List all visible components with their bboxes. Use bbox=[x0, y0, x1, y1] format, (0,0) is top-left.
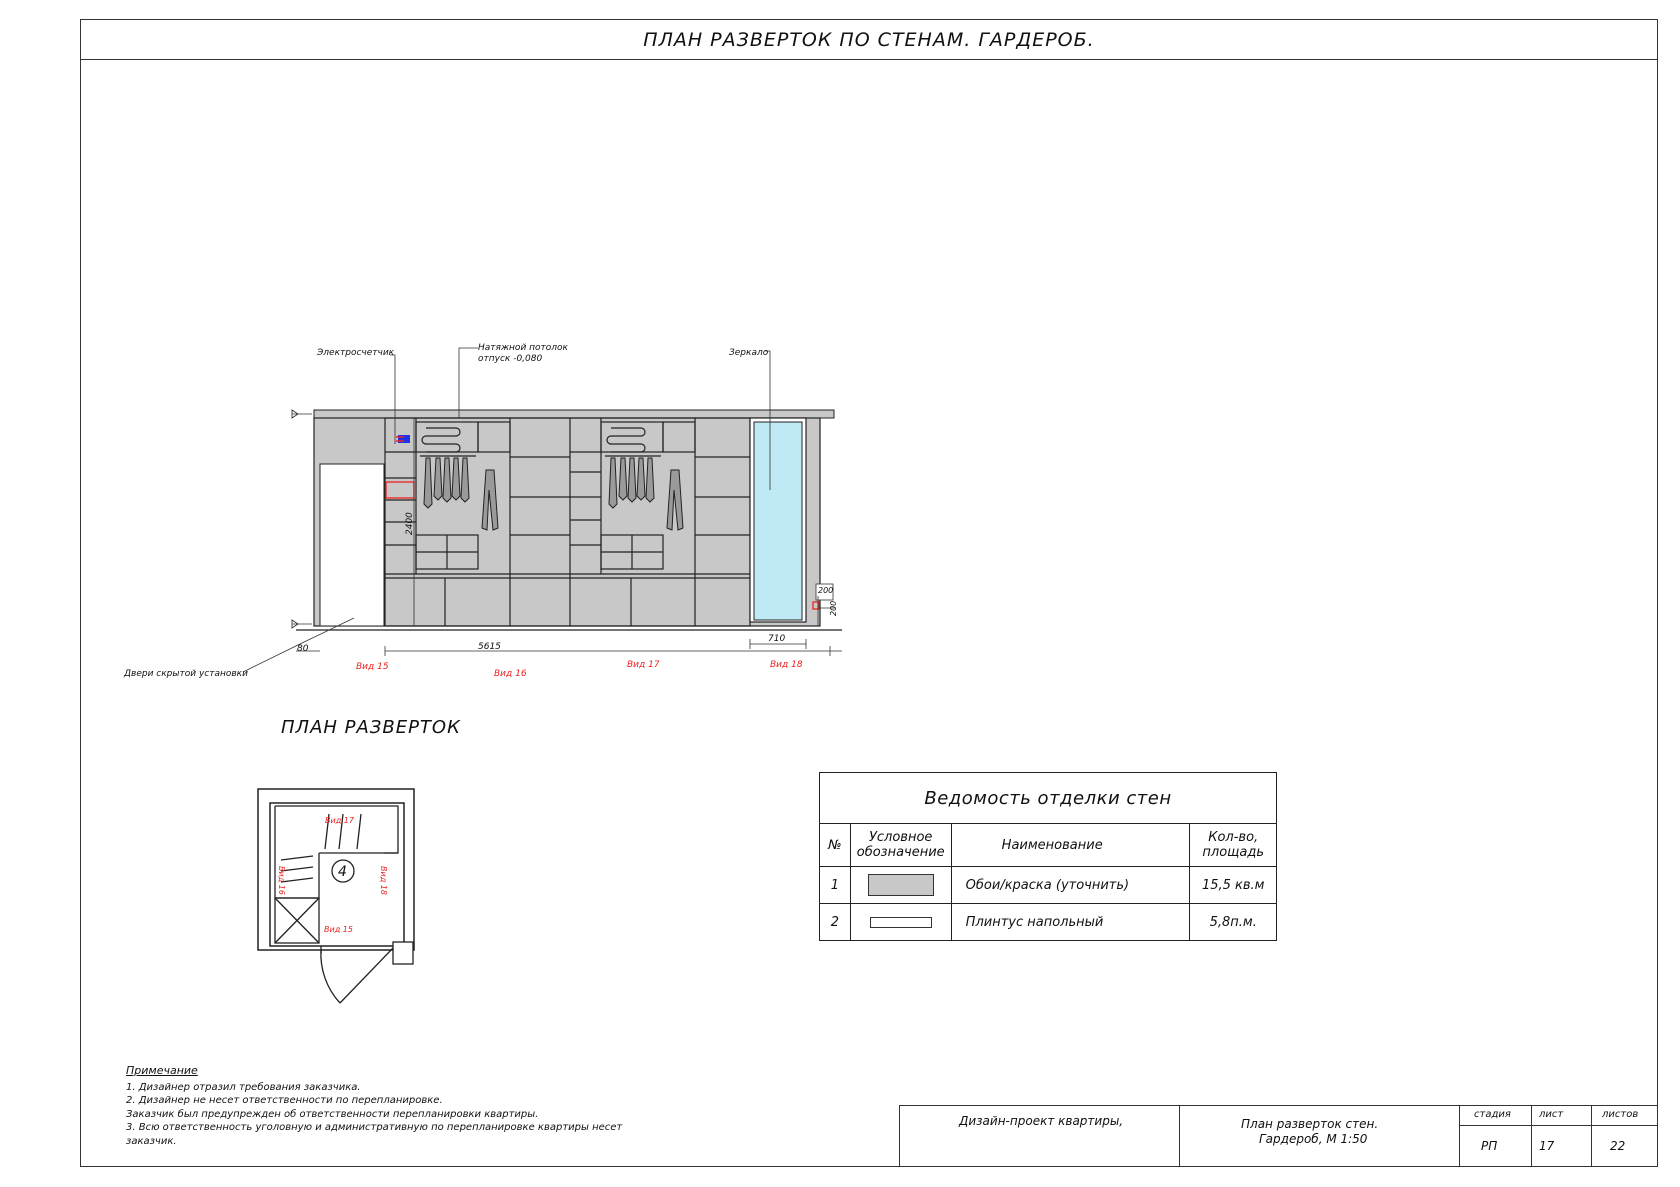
plan-view-17: Вид 17 bbox=[325, 816, 354, 825]
table-row bbox=[820, 904, 1277, 941]
note-line: 3. Всю ответственность уголовную и административную по перепланировке квартиры несет bbox=[126, 1122, 623, 1133]
dim-2400: 2400 bbox=[405, 512, 415, 535]
sheet-name-1: План разверток стен. bbox=[1241, 1117, 1379, 1131]
sheet-label: лист bbox=[1539, 1109, 1564, 1120]
notes-block bbox=[126, 1064, 622, 1148]
dim-200a: 200 bbox=[818, 586, 834, 595]
plan-title: ПЛАН РАЗВЕРТОК bbox=[281, 717, 461, 738]
view-18-label: Вид 18 bbox=[770, 660, 803, 670]
wallpaper-swatch bbox=[868, 874, 934, 896]
col-qty: Кол-во, площадь bbox=[1190, 824, 1277, 867]
wall-finish-table bbox=[819, 772, 1277, 941]
plan-view-15: Вид 15 bbox=[324, 925, 353, 934]
meter-label: Электросчетчик bbox=[317, 348, 395, 358]
notes-heading: Примечание bbox=[126, 1064, 198, 1077]
sheets-label: листов bbox=[1602, 1109, 1639, 1120]
row-number: 2 bbox=[820, 904, 851, 941]
hidden-door-label: Двери скрытой установки bbox=[124, 669, 248, 679]
table-row bbox=[820, 867, 1277, 904]
col-symbol: Условное обозначение bbox=[850, 824, 951, 867]
sheet-title: ПЛАН РАЗВЕРТОК ПО СТЕНАМ. ГАРДЕРОБ. bbox=[643, 29, 1095, 51]
col-name: Наименование bbox=[951, 824, 1190, 867]
dim-710: 710 bbox=[768, 634, 786, 644]
note-line: заказчик. bbox=[126, 1135, 177, 1147]
sheets-value: 22 bbox=[1610, 1139, 1626, 1153]
view-16-label: Вид 16 bbox=[494, 669, 527, 679]
mirror-label: Зеркало bbox=[729, 348, 769, 358]
stage-value: РП bbox=[1481, 1139, 1498, 1153]
swatch-cell bbox=[850, 867, 951, 904]
row-name: Обои/краска (уточнить) bbox=[951, 867, 1190, 904]
row-number: 1 bbox=[820, 867, 851, 904]
row-qty: 5,8п.м. bbox=[1190, 904, 1277, 941]
note-line: 2. Дизайнер не несет ответственности по перепланировке. bbox=[126, 1095, 443, 1106]
baseboard-swatch bbox=[870, 917, 932, 928]
ceiling-label-1: Натяжной потолок bbox=[478, 343, 568, 353]
plan-view-18: Вид 18 bbox=[379, 866, 388, 895]
ceiling-label-2: отпуск -0,080 bbox=[478, 354, 543, 364]
view-15-label: Вид 15 bbox=[356, 662, 389, 672]
col-number: № bbox=[820, 824, 851, 867]
note-line: 1. Дизайнер отразил требования заказчика. bbox=[126, 1081, 361, 1093]
dim-5615: 5615 bbox=[478, 642, 501, 652]
stage-label: стадия bbox=[1474, 1109, 1511, 1120]
swatch-cell bbox=[850, 904, 951, 941]
dim-200b: 200 bbox=[829, 600, 838, 616]
sheet-value: 17 bbox=[1539, 1139, 1555, 1153]
view-17-label: Вид 17 bbox=[627, 660, 660, 670]
finish-table-title: Ведомость отделки стен bbox=[820, 773, 1277, 824]
plan-view-16: Вид 16 bbox=[277, 866, 286, 895]
note-line: Заказчик был предупрежден об ответственности перепланировки квартиры. bbox=[126, 1108, 539, 1120]
title-block bbox=[899, 1105, 1657, 1167]
dim-80: 80 bbox=[297, 644, 309, 654]
row-qty: 15,5 кв.м bbox=[1190, 867, 1277, 904]
room-number: 4 bbox=[338, 864, 347, 880]
sheet-name-2: Гардероб, М 1:50 bbox=[1259, 1132, 1368, 1146]
project-name: Дизайн-проект квартиры, bbox=[959, 1114, 1124, 1128]
row-name: Плинтус напольный bbox=[951, 904, 1190, 941]
